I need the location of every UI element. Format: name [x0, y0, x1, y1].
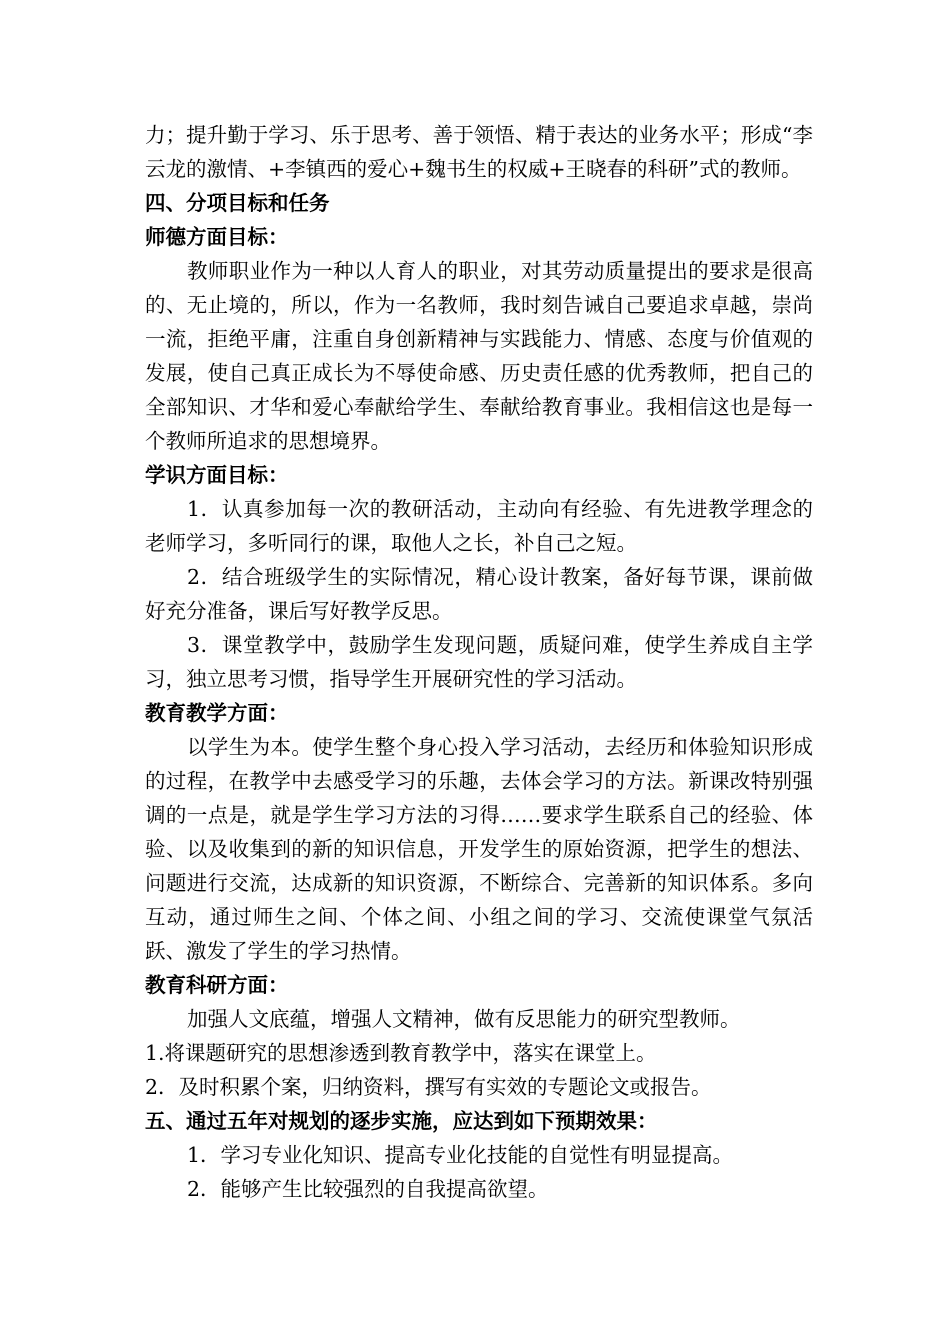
paragraph-research: 加强人文底蕴，增强人文精神，做有反思能力的研究型教师。 [187, 1007, 741, 1031]
subheading-research: 教育科研方面： [145, 973, 289, 997]
list-item-outcome-1: 1．学习专业化知识、提高专业化技能的自觉性有明显提高。 [187, 1143, 734, 1167]
document-page [145, 118, 813, 1206]
subheading-knowledge: 学识方面目标： [145, 463, 289, 487]
list-item-outcome-2: 2．能够产生比较强烈的自我提高欲望。 [187, 1177, 549, 1201]
paragraph-ethics: 教师职业作为一种以人育人的职业，对其劳动质量提出的要求是很高的、无止境的，所以，作为一名教师，我时刻告诫自己要追求卓越，崇尚一流，拒绝平庸，注重自身创新精神与实践能力、情感、态度与价值观的发展，使自己真正成长为不辱使命感、历史责任感的优秀教师，把自己的全部知识、才华和爱心奉献给学生、奉献给教育事业。我相信这也是每一个教师所追求的思想境界。 [145, 259, 813, 453]
section-heading-outcomes: 五、通过五年对规划的逐步实施，应达到如下预期效果： [145, 1109, 658, 1133]
section-heading-goals: 四、分项目标和任务 [145, 191, 330, 215]
subheading-teaching: 教育教学方面： [145, 701, 289, 725]
list-item-knowledge-1: 1．认真参加每一次的教研活动，主动向有经验、有先进教学理念的老师学习，多听同行的课，取他人之长，补自己之短。 [145, 497, 813, 555]
subheading-ethics: 师德方面目标： [145, 225, 289, 249]
list-item-research-2: 2．及时积累个案，归纳资料，撰写有实效的专题论文或报告。 [145, 1075, 712, 1099]
list-item-knowledge-3: 3．课堂教学中，鼓励学生发现问题，质疑问难，使学生养成自主学习，独立思考习惯，指导学生开展研究性的学习活动。 [145, 633, 813, 691]
paragraph-continuation: 力；提升勤于学习、乐于思考、善于领悟、精于表达的业务水平；形成“李云龙的激情、+李镇西的爱心+魏书生的权威+王晓春的科研”式的教师。 [145, 123, 813, 181]
paragraph-teaching: 以学生为本。使学生整个身心投入学习活动，去经历和体验知识形成的过程，在教学中去感受学习的乐趣，去体会学习的方法。新课改特别强调的一点是，就是学生学习方法的习得……要求学生联系自己的经验、体验、以及收集到的新的知识信息，开发学生的原始资源，把学生的想法、问题进行交流，达成新的知识资源，不断综合、完善新的知识体系。多向互动，通过师生之间、个体之间、小组之间的学习、交流使课堂气氛活跃、激发了学生的学习热情。 [145, 735, 813, 963]
list-item-research-1: 1.将课题研究的思想渗透到教育教学中，落实在课堂上。 [145, 1041, 657, 1065]
list-item-knowledge-2: 2．结合班级学生的实际情况，精心设计教案，备好每节课，课前做好充分准备，课后写好教学反思。 [145, 565, 813, 623]
